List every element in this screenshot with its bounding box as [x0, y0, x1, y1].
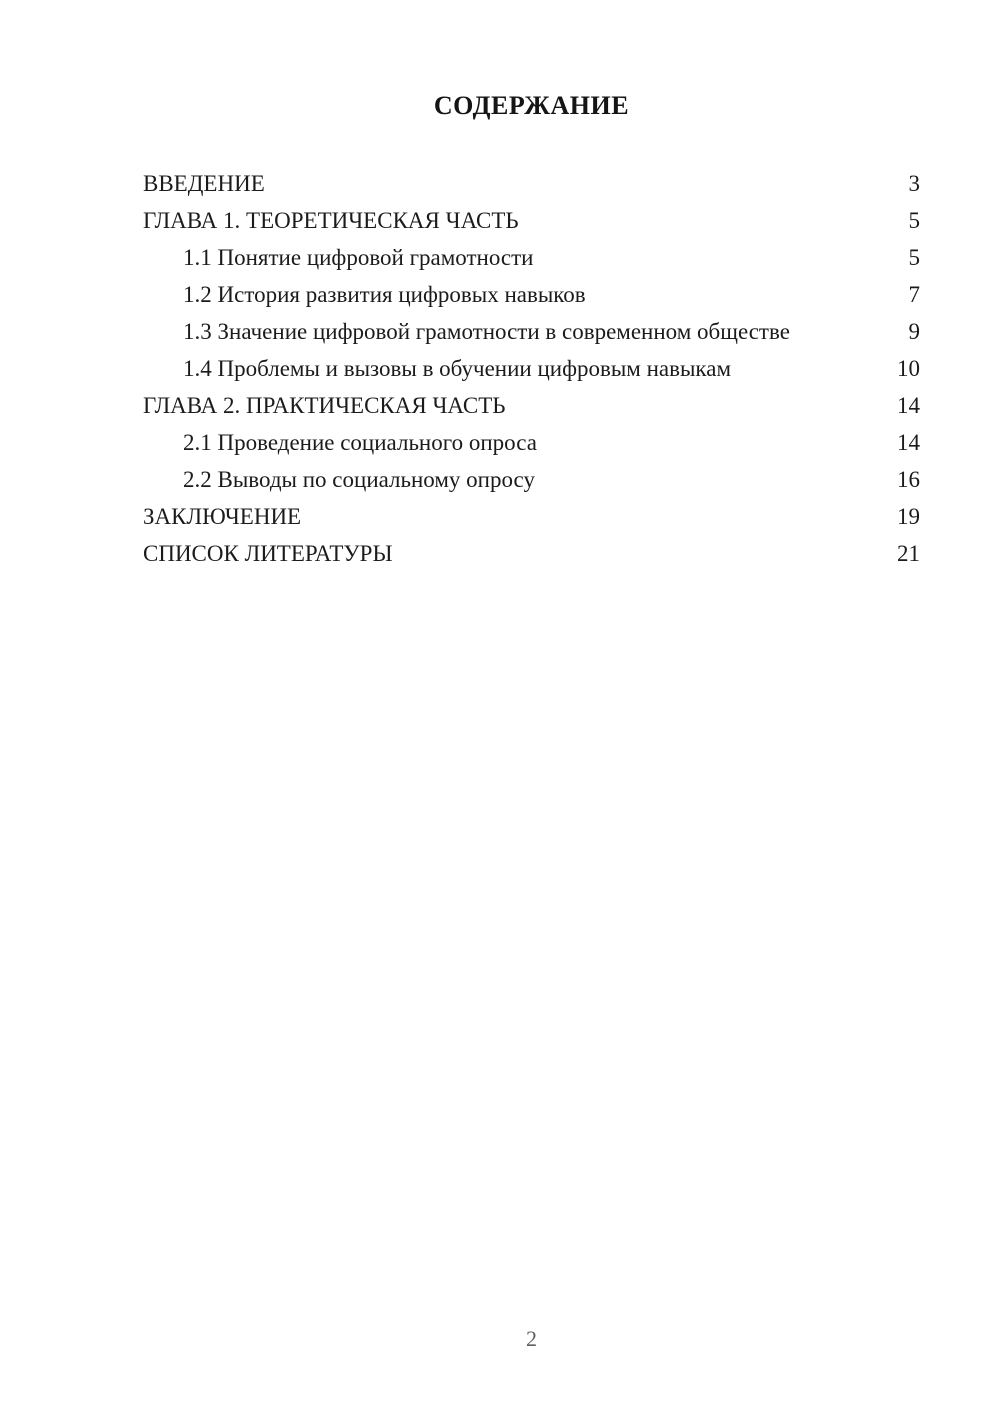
toc-entry-page: 21	[897, 541, 920, 566]
toc-entry	[143, 467, 920, 493]
toc-entry	[143, 504, 920, 530]
toc-entry-label: 1.4 Проблемы и вызовы в обучении цифровым навыкам	[183, 356, 732, 381]
toc-entry-label: 2.1 Проведение социального опроса	[183, 430, 537, 455]
toc-entry-label: ЗАКЛЮЧЕНИЕ	[143, 504, 302, 529]
toc-entry-page: 16	[897, 467, 920, 492]
toc-entry-label: ГЛАВА 1. ТЕОРЕТИЧЕСКАЯ ЧАСТЬ	[143, 208, 519, 233]
toc-entry	[143, 171, 920, 197]
toc-entry-page: 5	[908, 208, 920, 233]
toc-entry-page: 5	[908, 245, 920, 270]
toc-entry-label: ВВЕДЕНИЕ	[143, 171, 265, 196]
toc-entry	[143, 208, 920, 234]
toc-entry	[143, 356, 920, 382]
table-of-contents	[143, 171, 920, 567]
toc-entry	[143, 541, 920, 567]
toc-entry-label: 1.3 Значение цифровой грамотности в современном обществе	[183, 319, 790, 344]
toc-entry-label: СПИСОК ЛИТЕРАТУРЫ	[143, 541, 393, 566]
toc-entry	[143, 245, 920, 271]
toc-entry	[143, 430, 920, 456]
toc-entry-page: 7	[908, 282, 920, 307]
toc-entry-label: 2.2 Выводы по социальному опросу	[183, 467, 535, 492]
toc-entry-label: 1.2 История развития цифровых навыков	[183, 282, 586, 307]
toc-entry-page: 10	[897, 356, 920, 381]
toc-entry-page: 14	[897, 393, 920, 418]
toc-entry	[143, 319, 920, 345]
footer-page-number: 2	[526, 1326, 537, 1351]
toc-entry-page: 14	[897, 430, 920, 455]
toc-entry	[143, 393, 920, 419]
document-page	[143, 0, 920, 1414]
toc-entry	[143, 282, 920, 308]
toc-entry-page: 19	[897, 504, 920, 529]
toc-entry-page: 9	[908, 319, 920, 344]
toc-entry-page: 3	[908, 171, 920, 196]
page-title: СОДЕРЖАНИЕ	[433, 91, 630, 120]
toc-entry-label: 1.1 Понятие цифровой грамотности	[183, 245, 534, 270]
toc-entry-label: ГЛАВА 2. ПРАКТИЧЕСКАЯ ЧАСТЬ	[143, 393, 506, 418]
